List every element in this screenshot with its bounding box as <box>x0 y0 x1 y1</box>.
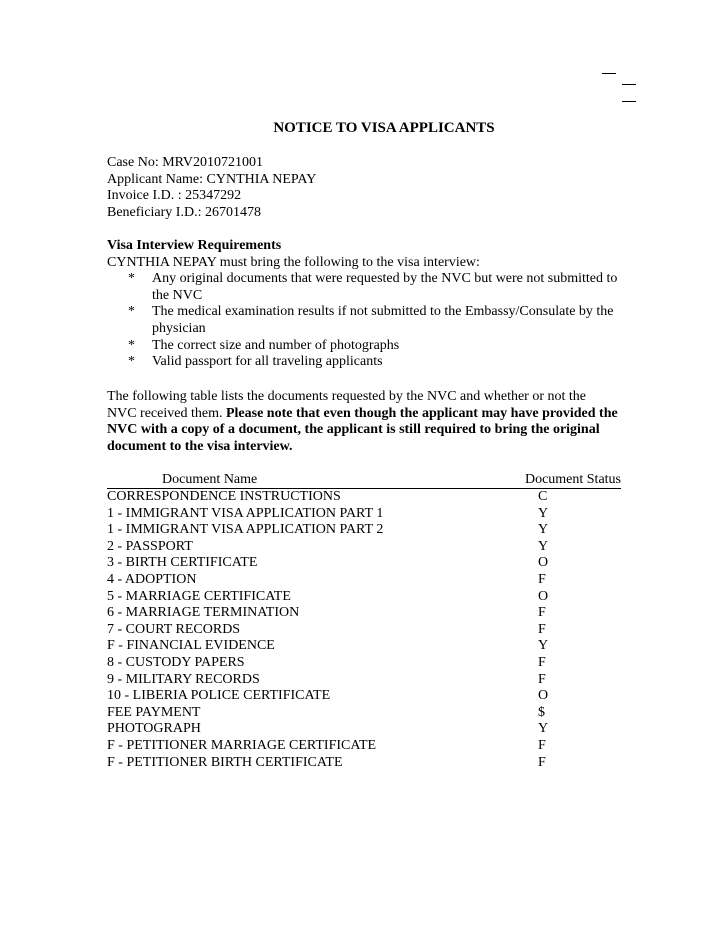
requirements-list <box>107 271 627 371</box>
document-status-cell: F <box>538 671 546 687</box>
document-status-cell: Y <box>538 721 549 737</box>
document-status-cell: Y <box>538 538 549 554</box>
column-header-document-status: Document Status <box>501 472 621 489</box>
table-row <box>107 755 621 772</box>
case-info <box>107 155 627 221</box>
table-row <box>107 539 621 556</box>
requirements-heading: Visa Interview Requirements <box>107 238 282 253</box>
requirements-section <box>107 238 627 371</box>
document-name-cell: F - PETITIONER MARRIAGE CERTIFICATE <box>107 737 377 753</box>
corner-dash-mark <box>602 73 616 74</box>
table-intro-paragraph <box>107 389 619 455</box>
document-name-cell: 10 - LIBERIA POLICE CERTIFICATE <box>107 688 331 704</box>
document-name-cell: F - FINANCIAL EVIDENCE <box>107 638 275 654</box>
table-row <box>107 605 621 622</box>
table-row <box>107 589 621 606</box>
document-status-cell: F <box>538 754 546 770</box>
document-name-cell: 2 - PASSPORT <box>107 538 193 554</box>
table-row <box>107 655 621 672</box>
corner-dash-mark <box>622 84 636 85</box>
requirements-intro: CYNTHIA NEPAY must bring the following to the visa interview: <box>107 254 480 270</box>
table-row <box>107 688 621 705</box>
table-row <box>107 721 621 738</box>
table-row <box>107 672 621 689</box>
document-status-cell: C <box>538 489 548 504</box>
list-item: * Any original documents that were requested by the NVC but were not submitted to the NVC <box>128 271 618 303</box>
corner-dash-mark <box>622 101 636 102</box>
document-status-cell: F <box>538 737 546 753</box>
table-header-row <box>107 472 621 489</box>
table-row <box>107 506 621 523</box>
document-status-cell: O <box>538 588 549 604</box>
document-name-cell: 1 - IMMIGRANT VISA APPLICATION PART 1 <box>107 505 384 521</box>
applicant-name: Applicant Name: CYNTHIA NEPAY <box>107 171 317 187</box>
document-status-cell: F <box>538 571 546 587</box>
table-intro-plain: The following table lists the documents requested by the NVC and whether or not the NVC received them. <box>107 389 587 421</box>
bullet-marker: * <box>128 354 135 370</box>
document-status-cell: O <box>538 688 549 704</box>
document-status-cell: Y <box>538 638 549 654</box>
case-number: Case No: MRV2010721001 <box>107 155 263 170</box>
document-name-cell: 1 - IMMIGRANT VISA APPLICATION PART 2 <box>107 522 384 538</box>
document-name-cell: 5 - MARRIAGE CERTIFICATE <box>107 588 291 604</box>
list-item: * The medical examination results if not submitted to the Embassy/Consulate by the physician <box>128 304 614 336</box>
table-row <box>107 638 621 655</box>
table-row <box>107 572 621 589</box>
document-status-cell: F <box>538 621 546 637</box>
document-name-cell: FEE PAYMENT <box>107 704 201 720</box>
document-status-cell: Y <box>538 505 549 521</box>
document-name-cell: 3 - BIRTH CERTIFICATE <box>107 555 258 571</box>
document-name-cell: 9 - MILITARY RECORDS <box>107 671 260 687</box>
document-name-cell: 7 - COURT RECORDS <box>107 621 241 637</box>
document-name-cell: F - PETITIONER BIRTH CERTIFICATE <box>107 754 343 770</box>
document-name-cell: PHOTOGRAPH <box>107 721 201 737</box>
list-item: * Valid passport for all traveling applicants <box>128 354 383 370</box>
table-intro-note: Please note that even though the applicant may have provided the NVC with a copy of a document, the applicant is still required to bring the original document to the visa interview. <box>107 405 618 454</box>
beneficiary-id: Beneficiary I.D.: 26701478 <box>107 204 261 220</box>
bullet-marker: * <box>128 337 135 353</box>
table-row <box>107 738 621 755</box>
column-header-document-name: Document Name <box>107 472 501 489</box>
document-title: NOTICE TO VISA APPLICANTS <box>273 120 495 136</box>
document-name-cell: 6 - MARRIAGE TERMINATION <box>107 605 300 621</box>
documents-table <box>107 472 621 771</box>
list-item: * The correct size and number of photographs <box>128 337 400 353</box>
document-status-cell: Y <box>538 522 549 538</box>
table-row <box>107 555 621 572</box>
document-status-cell: $ <box>538 704 545 720</box>
table-row <box>107 622 621 639</box>
document-status-cell: O <box>538 555 549 571</box>
bullet-marker: * <box>128 271 135 287</box>
document-name-cell: CORRESPONDENCE INSTRUCTIONS <box>107 489 341 504</box>
document-status-cell: F <box>538 605 546 621</box>
document-name-cell: 4 - ADOPTION <box>107 571 197 587</box>
invoice-id: Invoice I.D. : 25347292 <box>107 188 242 204</box>
table-row <box>107 489 621 506</box>
document-name-cell: 8 - CUSTODY PAPERS <box>107 654 245 670</box>
table-row <box>107 522 621 539</box>
document-status-cell: F <box>538 654 546 670</box>
bullet-marker: * <box>128 304 135 320</box>
table-row <box>107 705 621 722</box>
